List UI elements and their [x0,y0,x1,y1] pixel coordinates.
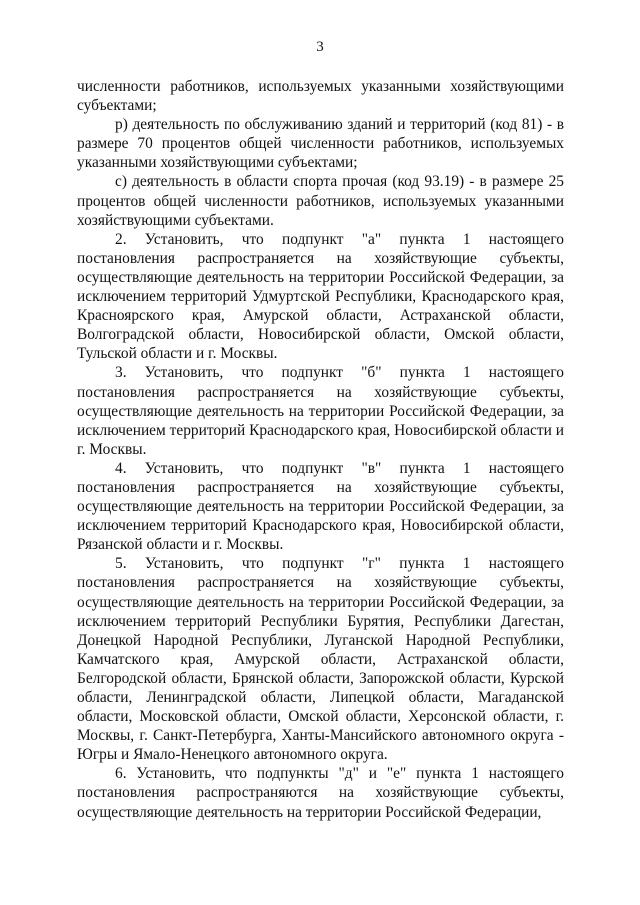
document-body [77,77,564,822]
paragraph-clause-6: 6. Установить, что подпункты "д" и "е" пункта 1 настоящего постановления распространяются на хозяйствующие субъекты, осуществляющие деятельность на территории Российской Федерации, [77,765,564,821]
paragraph-clause-2: 2. Установить, что подпункт "а" пункта 1 настоящего постановления распространяется на хозяйствующие субъекты, осуществляющие деятельность на территории Российской Федерации, за исключением территорий Удмуртской Республики, Краснодарского края, Красноярского края, Амурской области, Астраханской области, Волгоградской области, Новосибирской области, Омской области, Тульской области и г. Москвы. [77,230,564,363]
paragraph-continuation: численности работников, используемых указанными хозяйствующими субъектами; [77,78,564,115]
paragraph-item-r: р) деятельность по обслуживанию зданий и территорий (код 81) - в размере 70 процентов общей численности работников, используемых указанными хозяйствующими субъектами; [77,116,564,172]
paragraph-clause-3: 3. Установить, что подпункт "б" пункта 1 настоящего постановления распространяется на хозяйствующие субъекты, осуществляющие деятельность на территории Российской Федерации, за исключением территорий Краснодарского края, Новосибирской области и г. Москвы. [77,364,564,458]
paragraph-item-s: с) деятельность в области спорта прочая (код 93.19) - в размере 25 процентов общей численности работников, используемых указанными хозяйствующими субъектами. [77,173,564,229]
paragraph-clause-4: 4. Установить, что подпункт "в" пункта 1 настоящего постановления распространяется на хозяйствующие субъекты, осуществляющие деятельность на территории Российской Федерации, за исключением территорий Краснодарского края, Новосибирской области, Рязанской области и г. Москвы. [77,459,564,554]
page-number: 3 [316,39,324,55]
paragraph-clause-5: 5. Установить, что подпункт "г" пункта 1 настоящего постановления распространяется на хозяйствующие субъекты, осуществляющие деятельность на территории Российской Федерации, за исключением территорий Республики Бурятия, Республики Дагестан, Донецкой Народной Республики, Луганской Народной Республики, Камчатского края, Амурской области, Астраханской области, Белгородской области, Брянской области, Запорожской области, Курской области, Ленинградской области, Липецкой области, Магаданской области, Московской области, Омской области, Херсонской области, г. Москвы, г. Санкт-Петербурга, Ханты-Мансийского автономного округа - Югры и Ямало-Ненецкого автономного округа. [77,555,564,764]
